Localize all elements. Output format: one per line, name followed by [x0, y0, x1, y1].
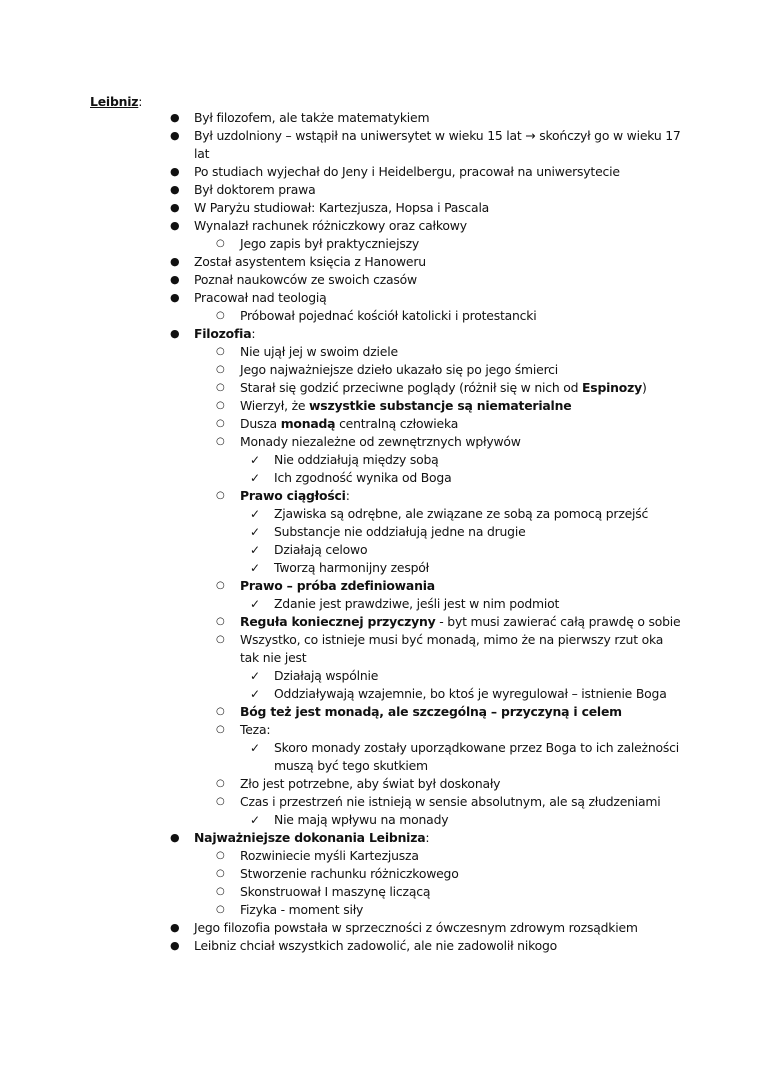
circle-bullet-icon: ○: [216, 400, 225, 411]
list-item: Po studiach wyjechał do Jeny i Heidelbergu, pracował na uniwersytecie: [194, 164, 620, 179]
title-text: Leibniz: [90, 94, 139, 109]
text: - byt musi zawierać całą prawdę o sobie: [435, 614, 681, 629]
list-item: Poznał naukowców ze swoich czasów: [194, 272, 417, 287]
circle-bullet-icon: ○: [216, 436, 225, 447]
bullet-icon: ●: [170, 255, 180, 268]
circle-bullet-icon: ○: [216, 850, 225, 861]
arrow-right-icon: →: [525, 128, 536, 143]
circle-bullet-icon: ○: [216, 346, 225, 357]
circle-bullet-icon: ○: [216, 706, 225, 717]
circle-bullet-icon: ○: [216, 364, 225, 375]
heading-text: Najważniejsze dokonania Leibniza: [194, 830, 426, 845]
bullet-icon: ●: [170, 201, 180, 214]
text: Wierzył, że: [240, 398, 310, 413]
circle-bullet-icon: ○: [216, 490, 225, 501]
text: Dusza: [240, 416, 281, 431]
section-heading-filozofia: [194, 325, 255, 343]
sub-list-item: [240, 487, 350, 505]
check-list-item: Nie mają wpływu na monady: [274, 812, 449, 827]
bullet-icon: ●: [170, 111, 180, 124]
bullet-icon: ●: [170, 129, 180, 142]
check-list-item: Działają wspólnie: [274, 668, 379, 683]
sub-list-item: Skonstruował I maszynę liczącą: [240, 884, 431, 899]
sub-list-item-continuation: tak nie jest: [240, 650, 307, 665]
circle-bullet-icon: ○: [216, 796, 225, 807]
heading-text: Filozofia: [194, 326, 252, 341]
list-item: Został asystentem księcia z Hanoweru: [194, 254, 426, 269]
bold-text: Espinozy: [582, 380, 643, 395]
sub-list-item: [240, 577, 435, 595]
sub-list-item: Nie ujął jej w swoim dziele: [240, 344, 398, 359]
heading-colon: :: [251, 326, 256, 341]
check-list-item: Zdanie jest prawdziwe, jeśli jest w nim podmiot: [274, 596, 560, 611]
bullet-icon: ●: [170, 165, 180, 178]
sub-list-item: Wszystko, co istnieje musi być monadą, mimo że na pierwszy rzut oka: [240, 632, 664, 647]
checkmark-icon: ✓: [250, 525, 261, 539]
list-item: Leibniz chciał wszystkich zadowolić, ale nie zadowolił nikogo: [194, 938, 558, 953]
sub-list-item: [240, 613, 680, 631]
sub-list-item: Fizyka - moment siły: [240, 902, 364, 917]
list-item-text: Był uzdolniony – wstąpił na uniwersytet w wieku 15 lat: [194, 128, 526, 143]
sub-list-item: Rozwiniecie myśli Kartezjusza: [240, 848, 419, 863]
list-item: Pracował nad teologią: [194, 290, 327, 305]
bullet-icon: ●: [170, 183, 180, 196]
sub-list-item: Jego najważniejsze dzieło ukazało się po jego śmierci: [240, 362, 559, 377]
bullet-icon: ●: [170, 291, 180, 304]
bold-text: Prawo ciągłości: [240, 488, 346, 503]
circle-bullet-icon: ○: [216, 310, 225, 321]
sub-list-item: [240, 379, 647, 397]
checkmark-icon: ✓: [250, 813, 261, 827]
check-list-item-continuation: muszą być tego skutkiem: [274, 758, 428, 773]
check-list-item: Tworzą harmonijny zespół: [274, 560, 429, 575]
circle-bullet-icon: ○: [216, 382, 225, 393]
list-item: Był doktorem prawa: [194, 182, 316, 197]
circle-bullet-icon: ○: [216, 886, 225, 897]
sub-list-item: [240, 703, 622, 721]
circle-bullet-icon: ○: [216, 580, 225, 591]
sub-list-item: Teza:: [240, 722, 271, 737]
checkmark-icon: ✓: [250, 741, 261, 755]
list-item-continuation: lat: [194, 146, 210, 161]
text: centralną człowieka: [335, 416, 459, 431]
bullet-icon: ●: [170, 921, 180, 934]
check-list-item: Substancje nie oddziałują jedne na drugie: [274, 524, 526, 539]
sub-list-item: Próbował pojednać kościół katolicki i protestancki: [240, 308, 537, 323]
list-item: [194, 127, 681, 145]
sub-list-item: Jego zapis był praktyczniejszy: [240, 236, 420, 251]
title-colon: :: [138, 94, 143, 109]
check-list-item: Nie oddziałują między sobą: [274, 452, 439, 467]
circle-bullet-icon: ○: [216, 724, 225, 735]
bullet-icon: ●: [170, 273, 180, 286]
sub-list-item: [240, 415, 458, 433]
checkmark-icon: ✓: [250, 687, 261, 701]
bullet-icon: ●: [170, 939, 180, 952]
text: Starał się godzić przeciwne poglądy (różnił się w nich od: [240, 380, 583, 395]
text: :: [345, 488, 350, 503]
checkmark-icon: ✓: [250, 561, 261, 575]
circle-bullet-icon: ○: [216, 238, 225, 249]
bullet-icon: ●: [170, 831, 180, 844]
list-item: W Paryżu studiował: Kartezjusza, Hopsa i Pascala: [194, 200, 490, 215]
checkmark-icon: ✓: [250, 669, 261, 683]
sub-list-item: Zło jest potrzebne, aby świat był doskonały: [240, 776, 501, 791]
page-title: [90, 93, 142, 111]
bold-text: Reguła koniecznej przyczyny: [240, 614, 436, 629]
sub-list-item: Stworzenie rachunku różniczkowego: [240, 866, 459, 881]
checkmark-icon: ✓: [250, 597, 261, 611]
check-list-item: Zjawiska są odrębne, ale związane ze sobą za pomocą przejść: [274, 506, 649, 521]
checkmark-icon: ✓: [250, 507, 261, 521]
list-item-text: skończył go w wieku 17: [535, 128, 681, 143]
checkmark-icon: ✓: [250, 453, 261, 467]
list-item: Jego filozofia powstała w sprzeczności z ówczesnym zdrowym rozsądkiem: [194, 920, 638, 935]
circle-bullet-icon: ○: [216, 868, 225, 879]
circle-bullet-icon: ○: [216, 616, 225, 627]
sub-list-item: Czas i przestrzeń nie istnieją w sensie absolutnym, ale są złudzeniami: [240, 794, 661, 809]
circle-bullet-icon: ○: [216, 778, 225, 789]
heading-colon: :: [425, 830, 430, 845]
circle-bullet-icon: ○: [216, 634, 225, 645]
checkmark-icon: ✓: [250, 543, 261, 557]
check-list-item: Ich zgodność wynika od Boga: [274, 470, 452, 485]
bullet-icon: ●: [170, 327, 180, 340]
bold-text: Bóg też jest monadą, ale szczególną – przyczyną i celem: [240, 704, 622, 719]
list-item: Był filozofem, ale także matematykiem: [194, 110, 430, 125]
bold-text: wszystkie substancje są niematerialne: [309, 398, 572, 413]
list-item: Wynalazł rachunek różniczkowy oraz całkowy: [194, 218, 467, 233]
bold-text: monadą: [280, 416, 336, 431]
check-list-item: Skoro monady zostały uporządkowane przez Boga to ich zależności: [274, 740, 679, 755]
bullet-icon: ●: [170, 219, 180, 232]
circle-bullet-icon: ○: [216, 418, 225, 429]
sub-list-item: [240, 397, 571, 415]
circle-bullet-icon: ○: [216, 904, 225, 915]
check-list-item: Działają celowo: [274, 542, 368, 557]
sub-list-item: Monady niezależne od zewnętrznych wpływów: [240, 434, 521, 449]
section-heading-dokonania: [194, 829, 429, 847]
check-list-item: Oddziaływają wzajemnie, bo ktoś je wyregulował – istnienie Boga: [274, 686, 667, 701]
checkmark-icon: ✓: [250, 471, 261, 485]
bold-text: Prawo – próba zdefiniowania: [240, 578, 435, 593]
text: ): [642, 380, 647, 395]
